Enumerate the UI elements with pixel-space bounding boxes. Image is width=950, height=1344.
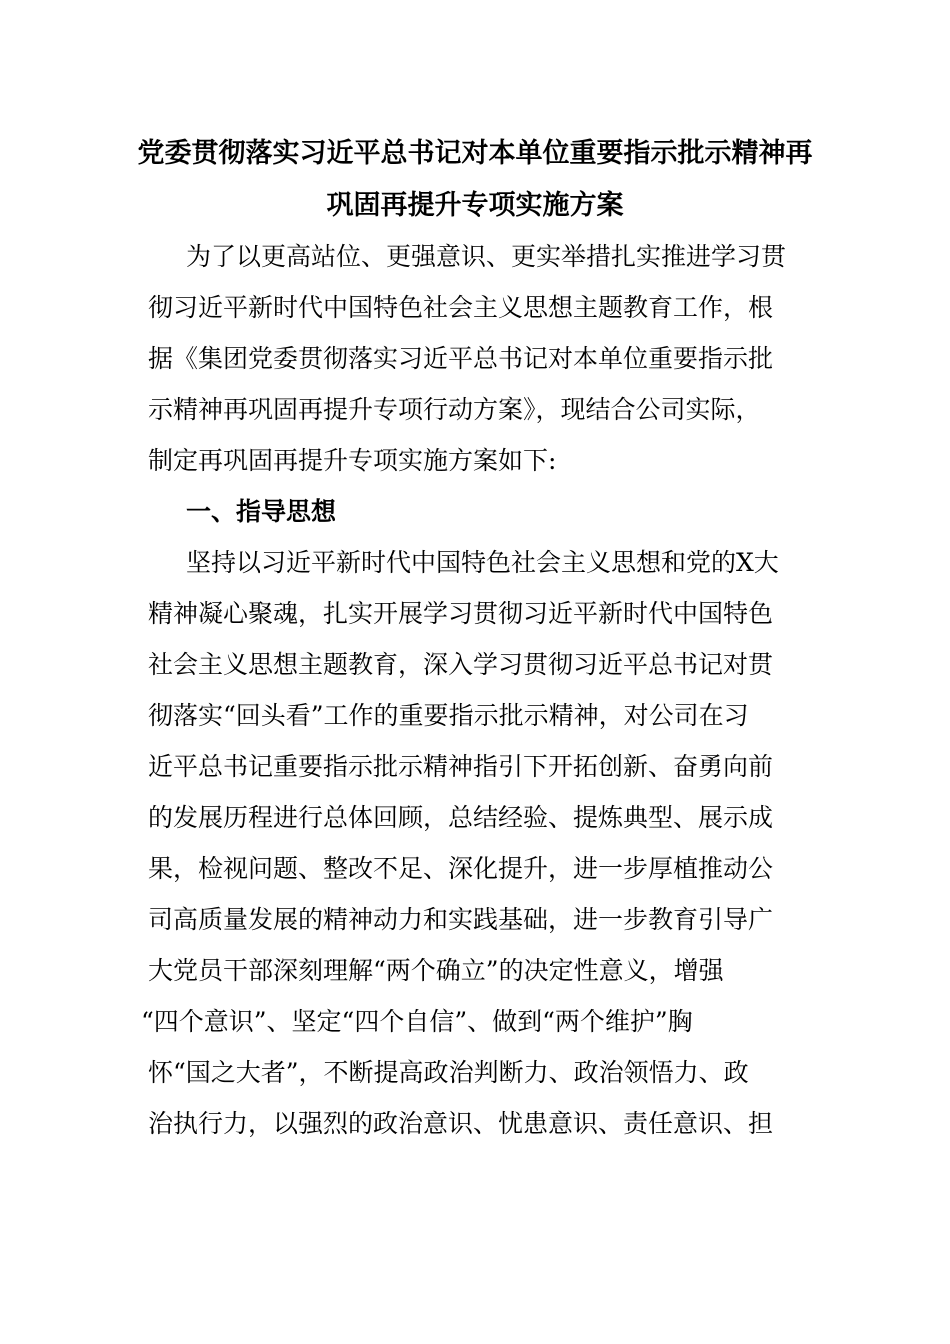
section-1-line-12: 治执行力，以强烈的政治意识、忧患意识、责任意识、担	[148, 1109, 774, 1138]
intro-line-3: 据《集团党委贯彻落实习近平总书记对本单位重要指示批	[148, 344, 774, 373]
intro-line-4: 示精神再巩固再提升专项行动方案》，现结合公司实际，	[148, 395, 761, 424]
section-1-line-2: 精神凝心聚魂，扎实开展学习贯彻习近平新时代中国特色	[148, 599, 774, 628]
intro-line-5: 制定再巩固再提升专项实施方案如下:	[148, 446, 557, 475]
intro-line-2: 彻习近平新时代中国特色社会主义思想主题教育工作，根	[148, 293, 774, 322]
document-title-line-2: 巩固再提升专项实施方案	[326, 190, 624, 221]
section-1-line-8: 司高质量发展的精神动力和实践基础，进一步教育引导广	[148, 905, 774, 934]
section-1-line-9: 大党员干部深刻理解“两个确立”的决定性意义，增强	[148, 956, 724, 985]
section-1-line-1: 坚持以习近平新时代中国特色社会主义思想和党的X大	[186, 548, 779, 577]
section-1-heading: 一、指导思想	[186, 497, 337, 526]
section-1-line-4: 彻落实“回头看”工作的重要指示批示精神，对公司在习	[148, 701, 749, 730]
section-1-line-7: 果，检视问题、整改不足、深化提升，进一步厚植推动公	[148, 854, 774, 883]
section-1-line-10: “四个意识”、坚定“四个自信”、做到“两个维护”胸	[141, 1007, 693, 1036]
section-1-line-11: 怀“国之大者”，不断提高政治判断力、政治领悟力、政	[148, 1058, 749, 1087]
section-1-line-5: 近平总书记重要指示批示精神指引下开拓创新、奋勇向前	[148, 752, 774, 781]
intro-line-1: 为了以更高站位、更强意识、更实举措扎实推进学习贯	[186, 242, 787, 271]
document-title-line-1: 党委贯彻落实习近平总书记对本单位重要指示批示精神再	[137, 138, 813, 169]
section-1-line-6: 的发展历程进行总体回顾，总结经验、提炼典型、展示成	[148, 803, 774, 832]
section-1-line-3: 社会主义思想主题教育，深入学习贯彻习近平总书记对贯	[148, 650, 774, 679]
